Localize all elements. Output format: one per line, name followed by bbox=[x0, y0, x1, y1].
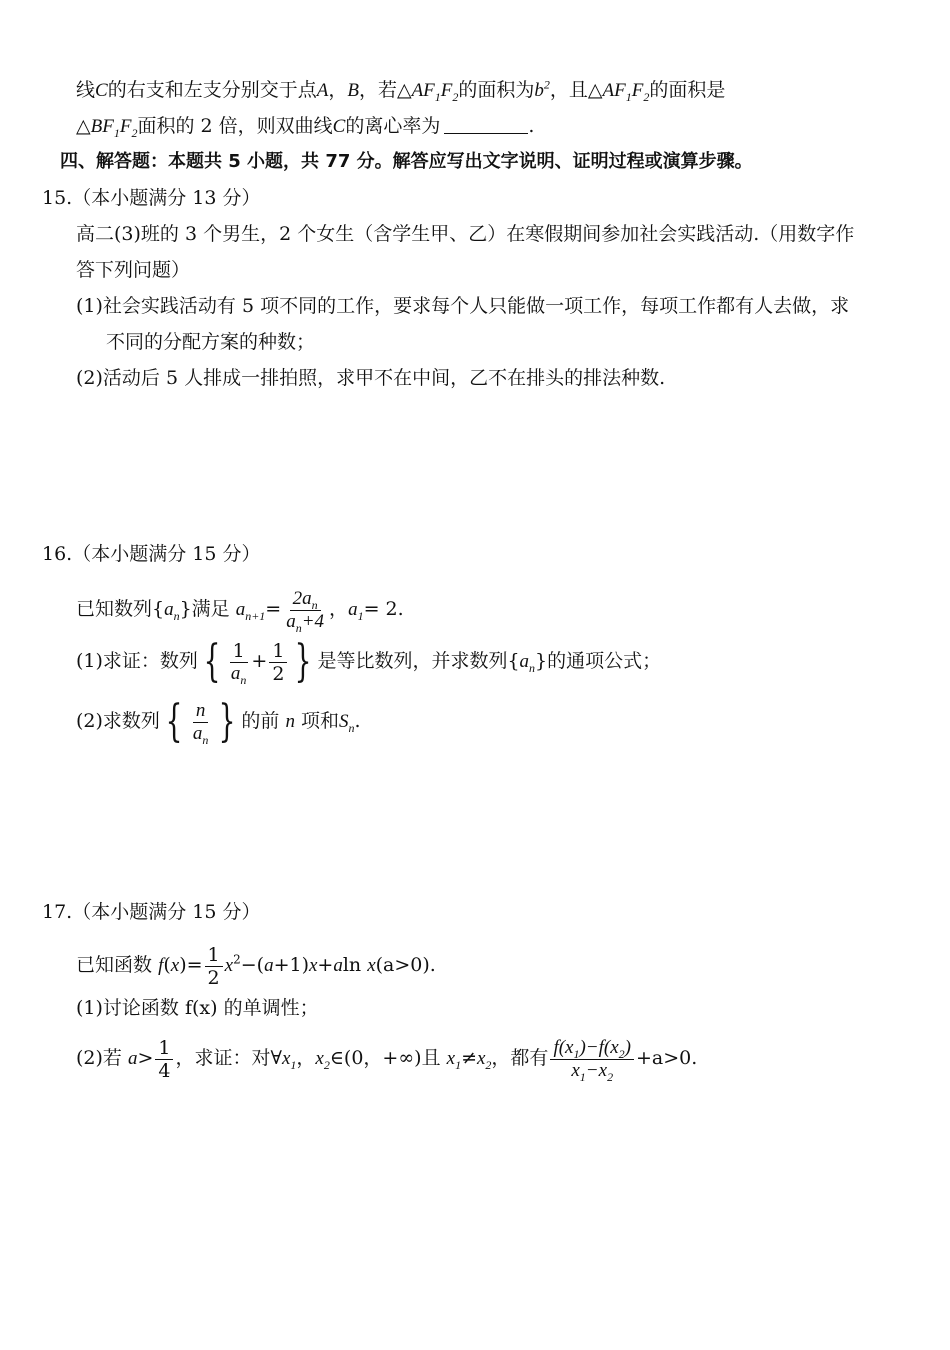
q17-part1: (1)讨论函数 f(x) 的单调性； bbox=[76, 997, 319, 1019]
math: C bbox=[95, 80, 108, 101]
q15-part1-line1: (1)社会实践活动有 5 项不同的工作，要求每个人只能做一项工作，每项工作都有人去做，求 bbox=[76, 295, 850, 317]
math: $AF_1F_2$ bbox=[411, 80, 459, 104]
fraction: $\frac{2a_n}{a_n+4}$ bbox=[286, 587, 325, 635]
text: 的离心率为 bbox=[345, 115, 441, 137]
text: }满足 bbox=[179, 598, 230, 620]
q16-part1: (1)求证：数列 { $\frac{1}{a_n}$ + $\frac{1}{2}$ } 是等比数列，并求数列$\{a_n\}$的通项公式； bbox=[76, 636, 662, 687]
math: B bbox=[347, 80, 359, 101]
text: }的通项公式； bbox=[535, 650, 662, 672]
fraction: $\frac{1}{4}$ bbox=[155, 1037, 173, 1082]
math: C bbox=[332, 116, 346, 137]
math: f bbox=[158, 955, 164, 976]
math: $S_n$ bbox=[339, 711, 355, 735]
math: A bbox=[316, 80, 329, 101]
text: . bbox=[528, 115, 535, 137]
math: $a_n$ bbox=[164, 599, 180, 623]
text: 项和 bbox=[301, 710, 340, 732]
math: $a_{n+1}$ bbox=[235, 599, 266, 623]
math: $BF_1F_2$ bbox=[90, 116, 138, 140]
text: ∈(0，+∞)且 bbox=[329, 1047, 441, 1069]
answer-blank[interactable] bbox=[444, 115, 528, 134]
fraction: $\frac{1}{2}$ bbox=[205, 944, 223, 989]
text: 的前 bbox=[241, 710, 280, 732]
text: ，若△ bbox=[358, 79, 412, 101]
prev-question-line-1: 线C的右支和左支分别交于点A，B，若$\triangle AF_1F_2$的面积为$b^2$，且$\triangle AF_1F_2$的面积是 bbox=[76, 77, 726, 104]
text: ，都有 bbox=[491, 1047, 549, 1069]
q16-heading: 16.（本小题满分 15 分） bbox=[42, 543, 261, 565]
text: (2)求数列 bbox=[76, 710, 160, 732]
text: △ bbox=[76, 115, 91, 137]
fraction: $\frac{f(x_1)-f(x_2)}{x_1-x_2}$ bbox=[550, 1037, 634, 1082]
section-heading: 四、解答题：本题共 5 小题，共 77 分。解答应写出文字说明、证明过程或演算步骤。 bbox=[60, 151, 753, 172]
text: 是等比数列，并求数列{ bbox=[317, 650, 520, 672]
text: +a>0. bbox=[636, 1047, 698, 1069]
text: (a>0). bbox=[375, 954, 436, 976]
text: 已知函数 bbox=[76, 954, 153, 976]
q17-heading: 17.（本小题满分 15 分） bbox=[42, 901, 261, 923]
q16-stem: 已知数列$\{a_n\}$满足 $a_{n+1}=$ $\frac{2a_n}{a_n+4}$ ，$a_1= 2$. bbox=[76, 587, 404, 635]
math: $AF_1F_2$ bbox=[602, 80, 650, 104]
math: $a_n$ bbox=[519, 651, 536, 675]
q16-part2: (2)求数列 { $\frac{n}{a_n}$ } 的前 n 项和$S_n$. bbox=[76, 696, 361, 747]
q15-stem-2: 答下列问题） bbox=[76, 259, 191, 281]
text: (1)求证：数列 bbox=[76, 650, 198, 672]
text: 的面积为 bbox=[458, 79, 535, 101]
prev-question-line-2 bbox=[76, 112, 534, 141]
text: 的面积是 bbox=[649, 79, 726, 101]
text: (2)若 bbox=[76, 1047, 122, 1069]
math: $a_1$ bbox=[348, 599, 364, 623]
text: = 2. bbox=[363, 598, 404, 620]
q15-heading: 15.（本小题满分 13 分） bbox=[42, 187, 261, 209]
q15-part1-line2: 不同的分配方案的种数； bbox=[106, 331, 316, 353]
text: 面积的 2 倍，则双曲线 bbox=[137, 115, 333, 137]
text: 已知数列{ bbox=[76, 598, 165, 620]
math: n bbox=[285, 711, 295, 732]
text: 的右支和左支分别交于点 bbox=[107, 79, 317, 101]
fraction: $\frac{n}{a_n}$ bbox=[192, 699, 209, 747]
q17-stem: 已知函数 f(x)= $\frac{1}{2}$ $x^2-(a+1)x+aln$ x(a>0). bbox=[76, 943, 436, 989]
fraction: $\frac{1}{a_n}$ bbox=[230, 639, 247, 687]
q15-stem-1: 高二(3)班的 3 个男生，2 个女生（含学生甲、乙）在寒假期间参加社会实践活动.（用数字作 bbox=[76, 223, 855, 245]
q15-part2: (2)活动后 5 人排成一排拍照，求甲不在中间，乙不在排头的排法种数. bbox=[76, 367, 666, 389]
text: ，求证：对∀ bbox=[175, 1047, 282, 1069]
text: ，且△ bbox=[549, 79, 603, 101]
fraction: $\frac{1}{2}$ bbox=[269, 640, 287, 685]
text: 线 bbox=[76, 79, 96, 101]
math: $b^2$ bbox=[534, 77, 550, 101]
q17-part2: (2)若 a> $\frac{1}{4}$ ，求证：对$\forall x_1$，$x_2\in(0$，+∞)且 $x_1\ne x_2$，都有 $\frac{f(x_1)-f(x_2)}{x_1-x_2}$ +a>0. bbox=[76, 1036, 698, 1084]
